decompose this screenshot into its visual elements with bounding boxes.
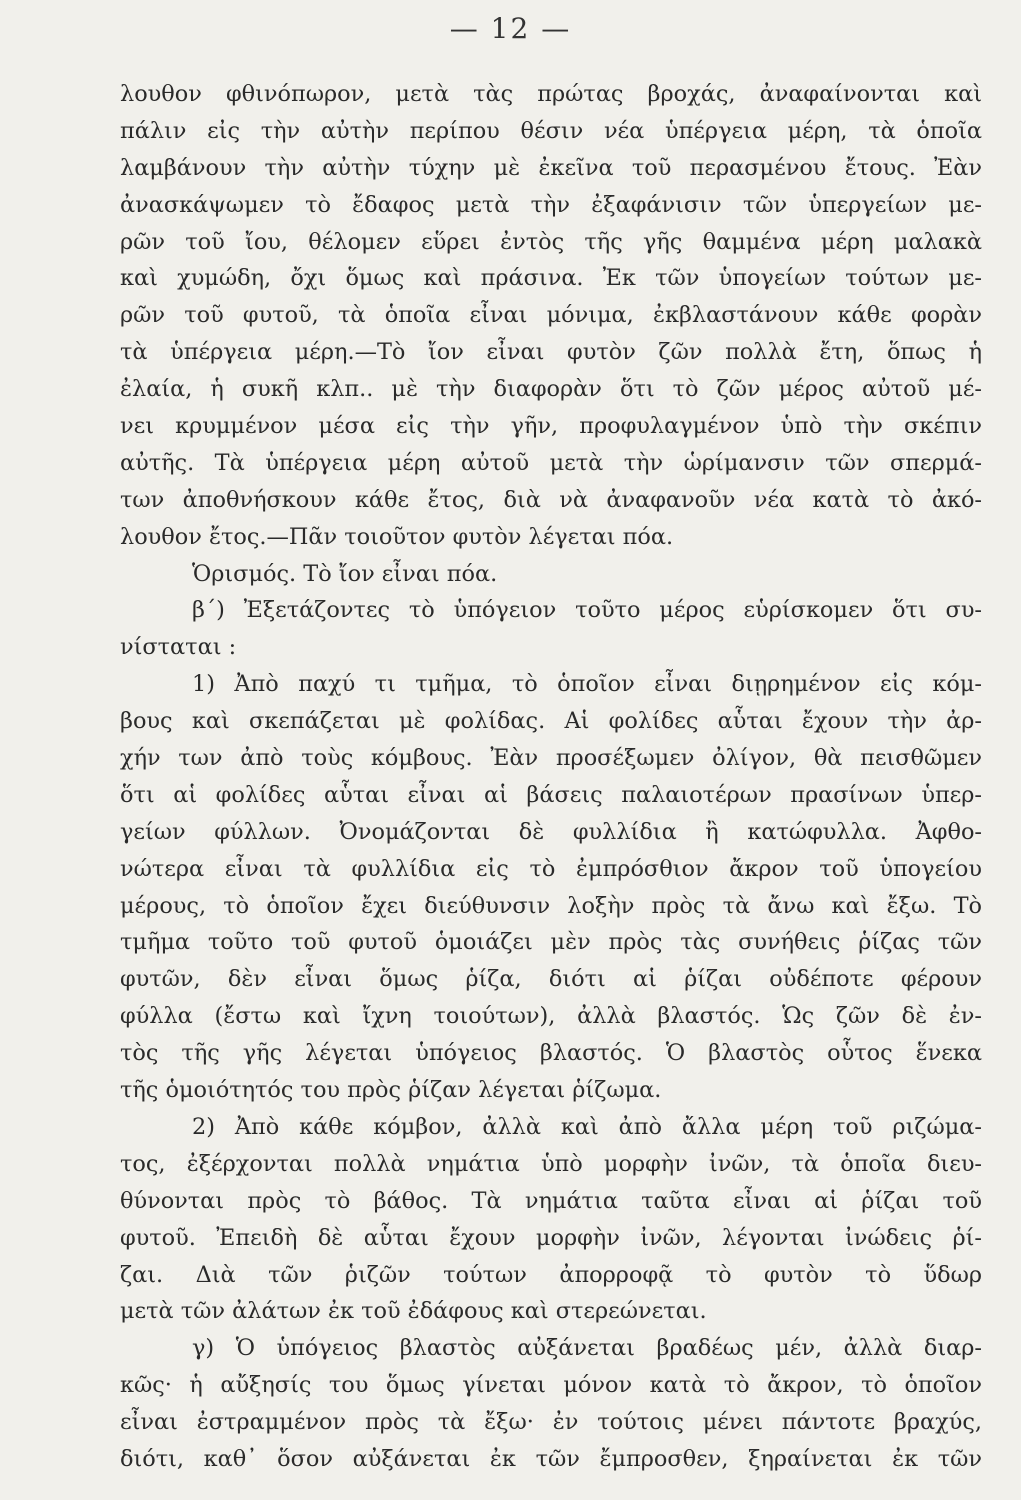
text-line: β΄) Ἐξετάζοντες τὸ ὑπόγειον τοῦτο μέρος εὑρίσκομεν ὅτι συ- [192,597,982,624]
text-line: μέρους, τὸ ὁποῖον ἔχει διεύθυνσιν λοξὴν πρὸς τὰ ἄνω καὶ ἔξω. Τὸ [120,892,982,919]
text-line: ἀνασκάψωμεν τὸ ἔδαφος μετὰ τὴν ἐξαφάνισιν τῶν ὑπεργείων με- [120,191,982,218]
text-line: νώτερα εἶναι τὰ φυλλίδια εἰς τὸ ἐμπρόσθιον ἄκρον τοῦ ὑπογείου [120,855,982,882]
text-line: τὸς τῆς γῆς λέγεται ὑπόγειος βλαστός. Ὁ βλαστὸς οὗτος ἕνεκα [120,1040,982,1067]
text-line: καὶ χυμώδη, ὄχι ὅμως καὶ πράσινα. Ἐκ τῶν ὑπογείων τούτων με- [120,265,982,292]
text-line: μετὰ τῶν ἀλάτων ἐκ τοῦ ἐδάφους καὶ στερεώνεται. [120,1298,707,1325]
text-line: φυτοῦ. Ἐπειδὴ δὲ αὗται ἔχουν μορφὴν ἰνῶν, λέγονται ἰνώδεις ῥί- [120,1224,982,1251]
text-line: χήν των ἀπὸ τοὺς κόμβους. Ἐὰν προσέξωμεν ὀλίγον, θὰ πεισθῶμεν [120,745,982,772]
text-line: ρῶν τοῦ ἴου, θέλομεν εὕρει ἐντὸς τῆς γῆς θαμμένα μέρη μαλακὰ [120,228,982,255]
text-line: λουθον ἔτος.—Πᾶν τοιοῦτον φυτὸν λέγεται πόα. [120,523,674,550]
text-line: θύνονται πρὸς τὸ βάθος. Τὰ νημάτια ταῦτα εἶναι αἱ ῥίζαι τοῦ [120,1187,982,1214]
text-line: βους καὶ σκεπάζεται μὲ φολίδας. Αἱ φολίδες αὗται ἔχουν τὴν ἀρ- [120,708,982,735]
text-line: 1) Ἀπὸ παχύ τι τμῆμα, τὸ ὁποῖον εἶναι διῃρημένον εἰς κόμ- [192,671,982,698]
page-number: — 12 — [449,12,572,45]
text-line: νίσταται : [120,634,237,661]
text-line: ἐλαία, ἡ συκῆ κλπ.. μὲ τὴν διαφορὰν ὅτι τὸ ζῶν μέρος αὐτοῦ μέ- [120,376,982,403]
text-line: ρῶν τοῦ φυτοῦ, τὰ ὁποῖα εἶναι μόνιμα, ἐκβλαστάνουν κάθε φορὰν [120,302,982,329]
text-line: γ) Ὁ ὑπόγειος βλαστὸς αὐξάνεται βραδέως μέν, ἀλλὰ διαρ- [192,1335,982,1362]
text-line: λουθον φθινόπωρον, μετὰ τὰς πρώτας βροχάς, ἀναφαίνονται καὶ [120,81,982,107]
text-line: γείων φύλλων. Ὀνομάζονται δὲ φυλλίδια ἢ κατώφυλλα. Ἀφθο- [120,818,982,845]
text-line: λαμβάνουν τὴν αὐτὴν τύχην μὲ ἐκεῖνα τοῦ περασμένου ἔτους. Ἐὰν [120,154,982,181]
text-line: ζαι. Διὰ τῶν ῥιζῶν τούτων ἀπορροφᾷ τὸ φυτὸν τὸ ὕδωρ [120,1261,982,1288]
text-line: διότι, καθ᾽ ὅσον αὐξάνεται ἐκ τῶν ἔμπροσθεν, ξηραίνεται ἐκ τῶν [120,1445,982,1472]
text-line: Ὁρισμός. Τὸ ἴον εἶναι πόα. [192,560,498,587]
text-line: εἶναι ἐστραμμένον πρὸς τὰ ἔξω· ἐν τούτοις μένει πάντοτε βραχύς, [120,1409,982,1436]
text-line: πάλιν εἰς τὴν αὐτὴν περίπου θέσιν νέα ὑπέργεια μέρη, τὰ ὁποῖα [120,117,982,144]
text-line: 2) Ἀπὸ κάθε κόμβον, ἀλλὰ καὶ ἀπὸ ἄλλα μέρη τοῦ ριζώμα- [192,1113,982,1140]
text-line: τμῆμα τοῦτο τοῦ φυτοῦ ὁμοιάζει μὲν πρὸς τὰς συνήθεις ῥίζας τῶν [120,929,982,956]
text-line: κῶς· ἡ αὔξησίς του ὅμως γίνεται μόνον κατὰ τὸ ἄκρον, τὸ ὁποῖον [120,1372,982,1399]
text-line: των ἀποθνήσκουν κάθε ἔτος, διὰ νὰ ἀναφανοῦν νέα κατὰ τὸ ἀκό- [120,486,982,513]
text-line: νει κρυμμένον μέσα εἰς τὴν γῆν, προφυλαγμένον ὑπὸ τὴν σκέπιν [120,413,982,440]
text-line: τὰ ὑπέργεια μέρη.—Τὸ ἴον εἶναι φυτὸν ζῶν πολλὰ ἔτη, ὅπως ἡ [120,339,982,366]
text-line: αὐτῆς. Τὰ ὑπέργεια μέρη αὐτοῦ μετὰ τὴν ὡρίμανσιν τῶν σπερμά- [120,449,982,476]
text-line: φύλλα (ἔστω καὶ ἴχνη τοιούτων), ἀλλὰ βλαστός. Ὡς ζῶν δὲ ἐν- [120,1003,982,1030]
text-line: ὅτι αἱ φολίδες αὗται εἶναι αἱ βάσεις παλαιοτέρων πρασίνων ὑπερ- [120,781,982,808]
text-body [120,76,982,1478]
text-line: φυτῶν, δὲν εἶναι ὅμως ῥίζα, διότι αἱ ῥίζαι οὐδέποτε φέρουν [120,966,982,993]
text-line: τῆς ὁμοιότητός του πρὸς ῥίζαν λέγεται ῥίζωμα. [120,1077,662,1104]
text-line: τος, ἐξέρχονται πολλὰ νημάτια ὑπὸ μορφὴν ἰνῶν, τὰ ὁποῖα διευ- [120,1150,982,1177]
